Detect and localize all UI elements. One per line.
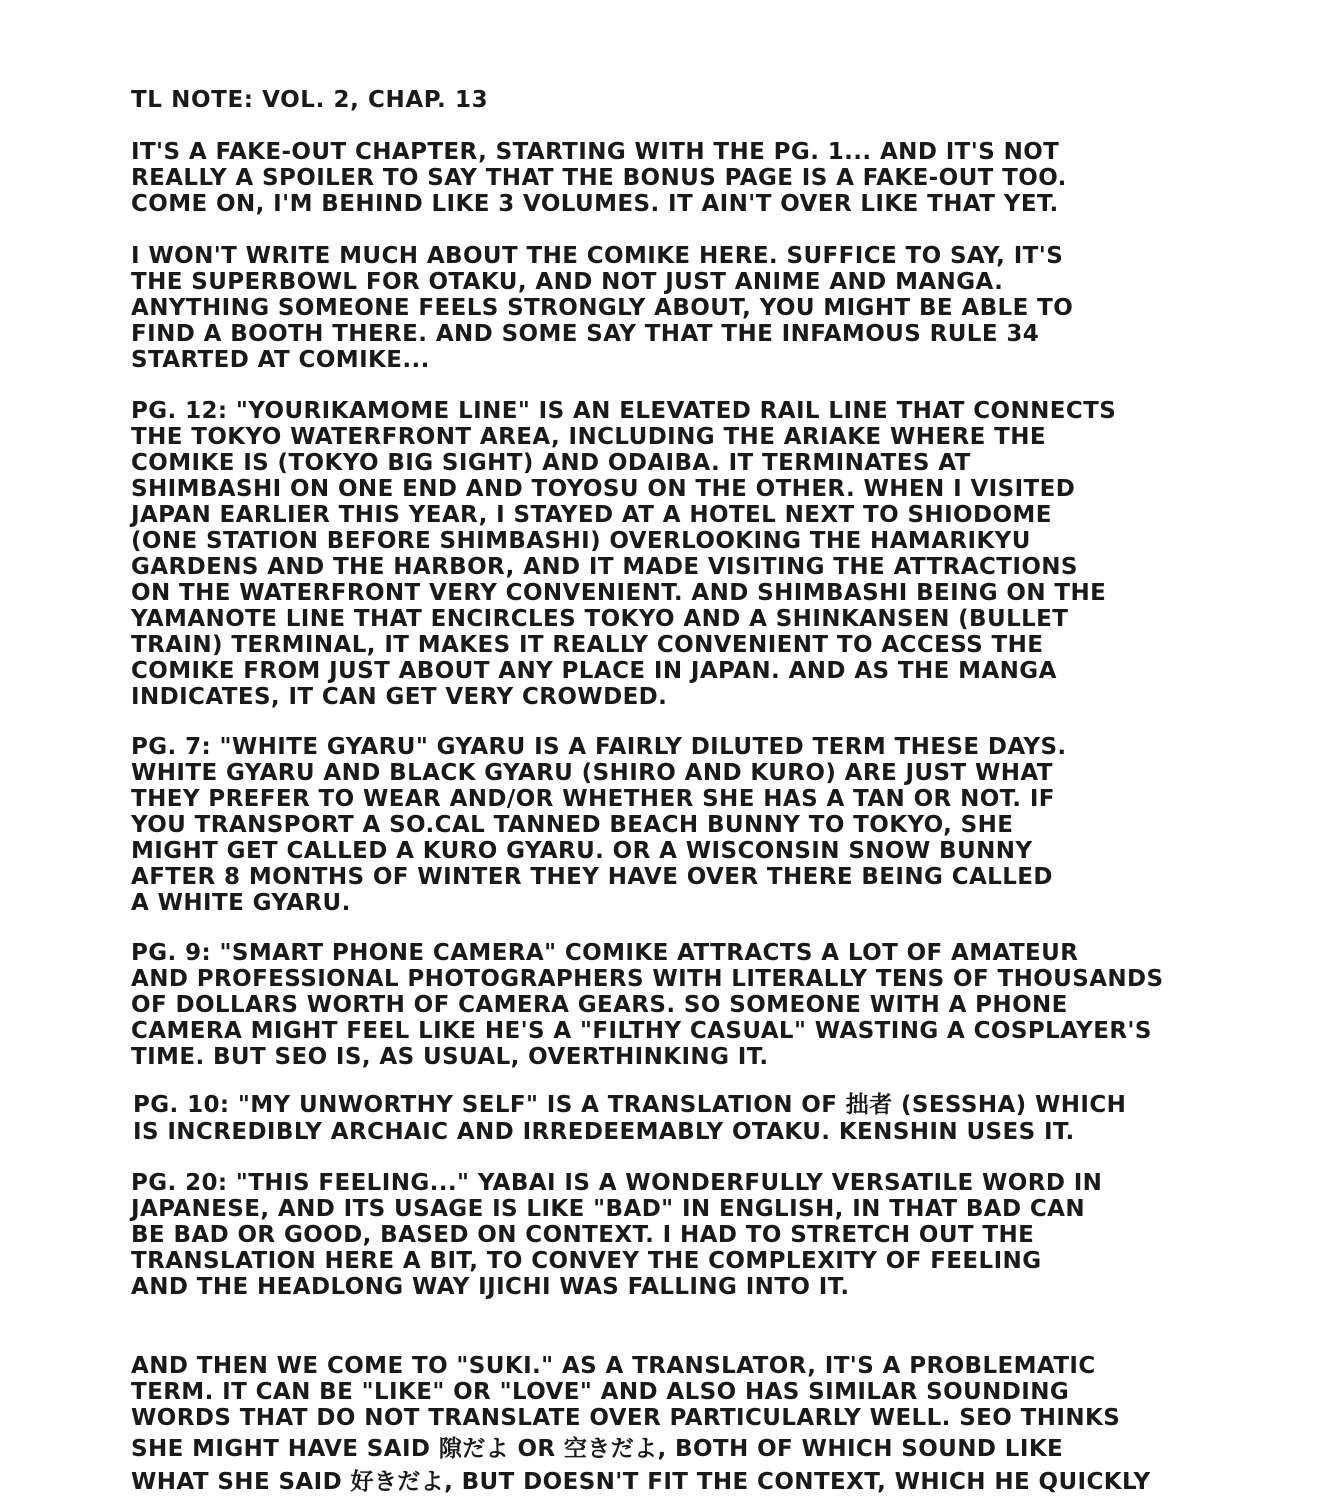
note-line: AND PROFESSIONAL PHOTOGRAPHERS WITH LITERALLY TENS OF THOUSANDS (131, 966, 1164, 992)
note-line: REALLY A SPOILER TO SAY THAT THE BONUS PAGE IS A FAKE-OUT TOO. (131, 165, 1067, 191)
note-line: GARDENS AND THE HARBOR, AND IT MADE VISITING THE ATTRACTIONS (131, 554, 1078, 580)
note-line: STARTED AT COMIKE... (131, 347, 430, 373)
note-line: IT'S A FAKE-OUT CHAPTER, STARTING WITH THE PG. 1... AND IT'S NOT (131, 139, 1060, 165)
note-line: PG. 20: "THIS FEELING..." YABAI IS A WONDERFULLY VERSATILE WORD IN (131, 1170, 1103, 1196)
note-line: AFTER 8 MONTHS OF WINTER THEY HAVE OVER THERE BEING CALLED (131, 864, 1053, 890)
note-line: YAMANOTE LINE THAT ENCIRCLES TOKYO AND A SHINKANSEN (BULLET (131, 606, 1069, 632)
note-line: TERM. IT CAN BE "LIKE" OR "LOVE" AND ALSO HAS SIMILAR SOUNDING (131, 1379, 1070, 1405)
note-line: WHAT SHE SAID 好きだよ, BUT DOESN'T FIT THE CONTEXT, WHICH HE QUICKLY (131, 1469, 1151, 1495)
note-line: PG. 12: "YOURIKAMOME LINE" IS AN ELEVATED RAIL LINE THAT CONNECTS (131, 398, 1117, 424)
note-line: CAMERA MIGHT FEEL LIKE HE'S A "FILTHY CASUAL" WASTING A COSPLAYER'S (131, 1018, 1152, 1044)
note-line: PG. 7: "WHITE GYARU" GYARU IS A FAIRLY DILUTED TERM THESE DAYS. (131, 734, 1067, 760)
note-line: AND THE HEADLONG WAY IJICHI WAS FALLING INTO IT. (131, 1274, 850, 1300)
note-line: SHE MIGHT HAVE SAID 隙だよ OR 空きだよ, BOTH OF WHICH SOUND LIKE (131, 1436, 1064, 1462)
note-line: COME ON, I'M BEHIND LIKE 3 VOLUMES. IT AIN'T OVER LIKE THAT YET. (131, 191, 1059, 217)
note-line: JAPANESE, AND ITS USAGE IS LIKE "BAD" IN ENGLISH, IN THAT BAD CAN (131, 1196, 1086, 1222)
note-line: TIME. BUT SEO IS, AS USUAL, OVERTHINKING IT. (131, 1044, 769, 1070)
note-line: JAPAN EARLIER THIS YEAR, I STAYED AT A HOTEL NEXT TO SHIODOME (131, 502, 1052, 528)
note-line: A WHITE GYARU. (131, 890, 351, 916)
note-title: TL NOTE: VOL. 2, CHAP. 13 (131, 87, 489, 113)
note-line: ANYTHING SOMEONE FEELS STRONGLY ABOUT, YOU MIGHT BE ABLE TO (131, 295, 1074, 321)
note-line: ON THE WATERFRONT VERY CONVENIENT. AND SHIMBASHI BEING ON THE (131, 580, 1107, 606)
note-line: COMIKE FROM JUST ABOUT ANY PLACE IN JAPAN. AND AS THE MANGA (131, 658, 1057, 684)
note-line: TRANSLATION HERE A BIT, TO CONVEY THE COMPLEXITY OF FEELING (131, 1248, 1042, 1274)
note-line: FIND A BOOTH THERE. AND SOME SAY THAT THE INFAMOUS RULE 34 (131, 321, 1040, 347)
note-line: SHIMBASHI ON ONE END AND TOYOSU ON THE OTHER. WHEN I VISITED (131, 476, 1076, 502)
note-line: THE SUPERBOWL FOR OTAKU, AND NOT JUST ANIME AND MANGA. (131, 269, 1004, 295)
note-line: IS INCREDIBLY ARCHAIC AND IRREDEEMABLY OTAKU. KENSHIN USES IT. (133, 1119, 1075, 1145)
note-line: MIGHT GET CALLED A KURO GYARU. OR A WISCONSIN SNOW BUNNY (131, 838, 1033, 864)
note-line: OF DOLLARS WORTH OF CAMERA GEARS. SO SOMEONE WITH A PHONE (131, 992, 1068, 1018)
note-line: THE TOKYO WATERFRONT AREA, INCLUDING THE ARIAKE WHERE THE (131, 424, 1046, 450)
note-line: WORDS THAT DO NOT TRANSLATE OVER PARTICULARLY WELL. SEO THINKS (131, 1405, 1121, 1431)
note-line: THEY PREFER TO WEAR AND/OR WHETHER SHE HAS A TAN OR NOT. IF (131, 786, 1055, 812)
note-line: PG. 10: "MY UNWORTHY SELF" IS A TRANSLATION OF 拙者 (SESSHA) WHICH (133, 1092, 1127, 1118)
note-line: I WON'T WRITE MUCH ABOUT THE COMIKE HERE. SUFFICE TO SAY, IT'S (131, 243, 1064, 269)
note-line: PG. 9: "SMART PHONE CAMERA" COMIKE ATTRACTS A LOT OF AMATEUR (131, 940, 1079, 966)
note-line: YOU TRANSPORT A SO.CAL TANNED BEACH BUNNY TO TOKYO, SHE (131, 812, 1014, 838)
note-line: (ONE STATION BEFORE SHIMBASHI) OVERLOOKING THE HAMARIKYU (131, 528, 1031, 554)
note-line: TRAIN) TERMINAL, IT MAKES IT REALLY CONVENIENT TO ACCESS THE (131, 632, 1044, 658)
note-line: WHITE GYARU AND BLACK GYARU (SHIRO AND KURO) ARE JUST WHAT (131, 760, 1053, 786)
note-line: INDICATES, IT CAN GET VERY CROWDED. (131, 684, 668, 710)
note-line: BE BAD OR GOOD, BASED ON CONTEXT. I HAD TO STRETCH OUT THE (131, 1222, 1035, 1248)
note-line: AND THEN WE COME TO "SUKI." AS A TRANSLATOR, IT'S A PROBLEMATIC (131, 1353, 1096, 1379)
note-line: COMIKE IS (TOKYO BIG SIGHT) AND ODAIBA. IT TERMINATES AT (131, 450, 971, 476)
